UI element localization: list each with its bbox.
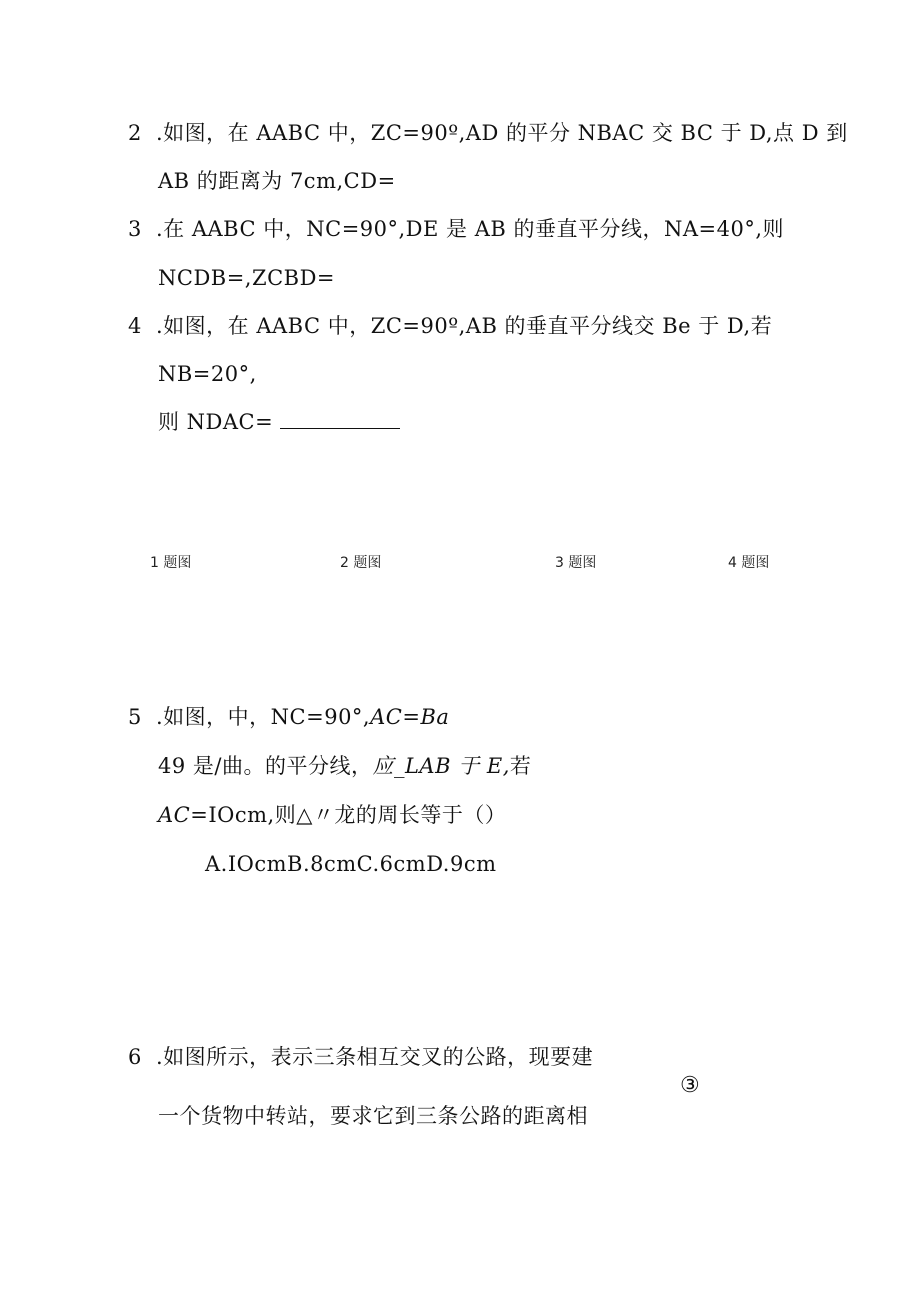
q4-number: 4 <box>128 314 142 338</box>
q2-text-2: AB 的距离为 7cm,CD= <box>158 169 396 193</box>
q5-text-1b: AC=Ba <box>370 705 450 729</box>
q4-text-3: 则 NDAC= <box>158 410 274 434</box>
q5-line-2 <box>158 751 531 781</box>
q5-line-1 <box>128 702 449 732</box>
q6-line-2 <box>158 1101 588 1131</box>
q4-text-1: .如图，在 AABC 中，ZC=90º,AB 的垂直平分线交 Be 于 D,若 <box>156 314 773 338</box>
q6-line-1 <box>128 1042 593 1072</box>
q3-number: 3 <box>128 217 142 241</box>
q5-options-text: A.IOcmB.8cmC.6cmD.9cm <box>205 852 497 876</box>
q6-text-1: .如图所示，表示三条相互交叉的公路，现要建 <box>156 1045 594 1069</box>
q2-number: 2 <box>128 121 142 145</box>
caption-fig2: 2 题图 <box>340 555 382 571</box>
q4-line-3 <box>158 407 400 437</box>
q5-line-3 <box>158 800 506 830</box>
caption-fig1: 1 题图 <box>150 555 192 571</box>
q4-answer-blank[interactable] <box>280 408 400 429</box>
q5-text-1a: .如图，中，NC=90°, <box>156 705 371 729</box>
q5-text-3a: AC= <box>158 803 209 827</box>
q4-line-1 <box>128 311 772 341</box>
caption-fig3: 3 题图 <box>555 555 597 571</box>
q6-number: 6 <box>128 1045 142 1069</box>
q3-text-1: .在 AABC 中，NC=90°,DE 是 AB 的垂直平分线，NA=40°,则 <box>156 217 785 241</box>
q6-circled-mark: ③ <box>680 1073 700 1098</box>
q5-text-3b: IOcm,则△〃龙的周长等于（） <box>208 803 507 827</box>
q5-text-2c: 若 <box>509 754 532 778</box>
q4-line-2 <box>158 359 257 389</box>
q3-line-2 <box>158 263 335 293</box>
q5-number: 5 <box>128 705 142 729</box>
q2-line-1 <box>128 118 848 148</box>
q3-line-1 <box>128 214 784 244</box>
q2-text-1: .如图，在 AABC 中，ZC=90º,AD 的平分 NBAC 交 BC 于 D,点 D 到 <box>156 121 848 145</box>
q3-text-2: NCDB=,ZCBD= <box>158 266 336 290</box>
q5-text-2a: 49 是/曲。的平分线， <box>158 754 373 778</box>
q5-text-2b: 应_LAB 于 E, <box>372 754 510 778</box>
q4-text-2: NB=20°, <box>158 362 257 386</box>
q2-line-2 <box>158 166 396 196</box>
q5-options <box>205 849 497 879</box>
caption-fig4: 4 题图 <box>728 555 770 571</box>
q6-text-2: 一个货物中转站，要求它到三条公路的距离相 <box>158 1104 588 1128</box>
